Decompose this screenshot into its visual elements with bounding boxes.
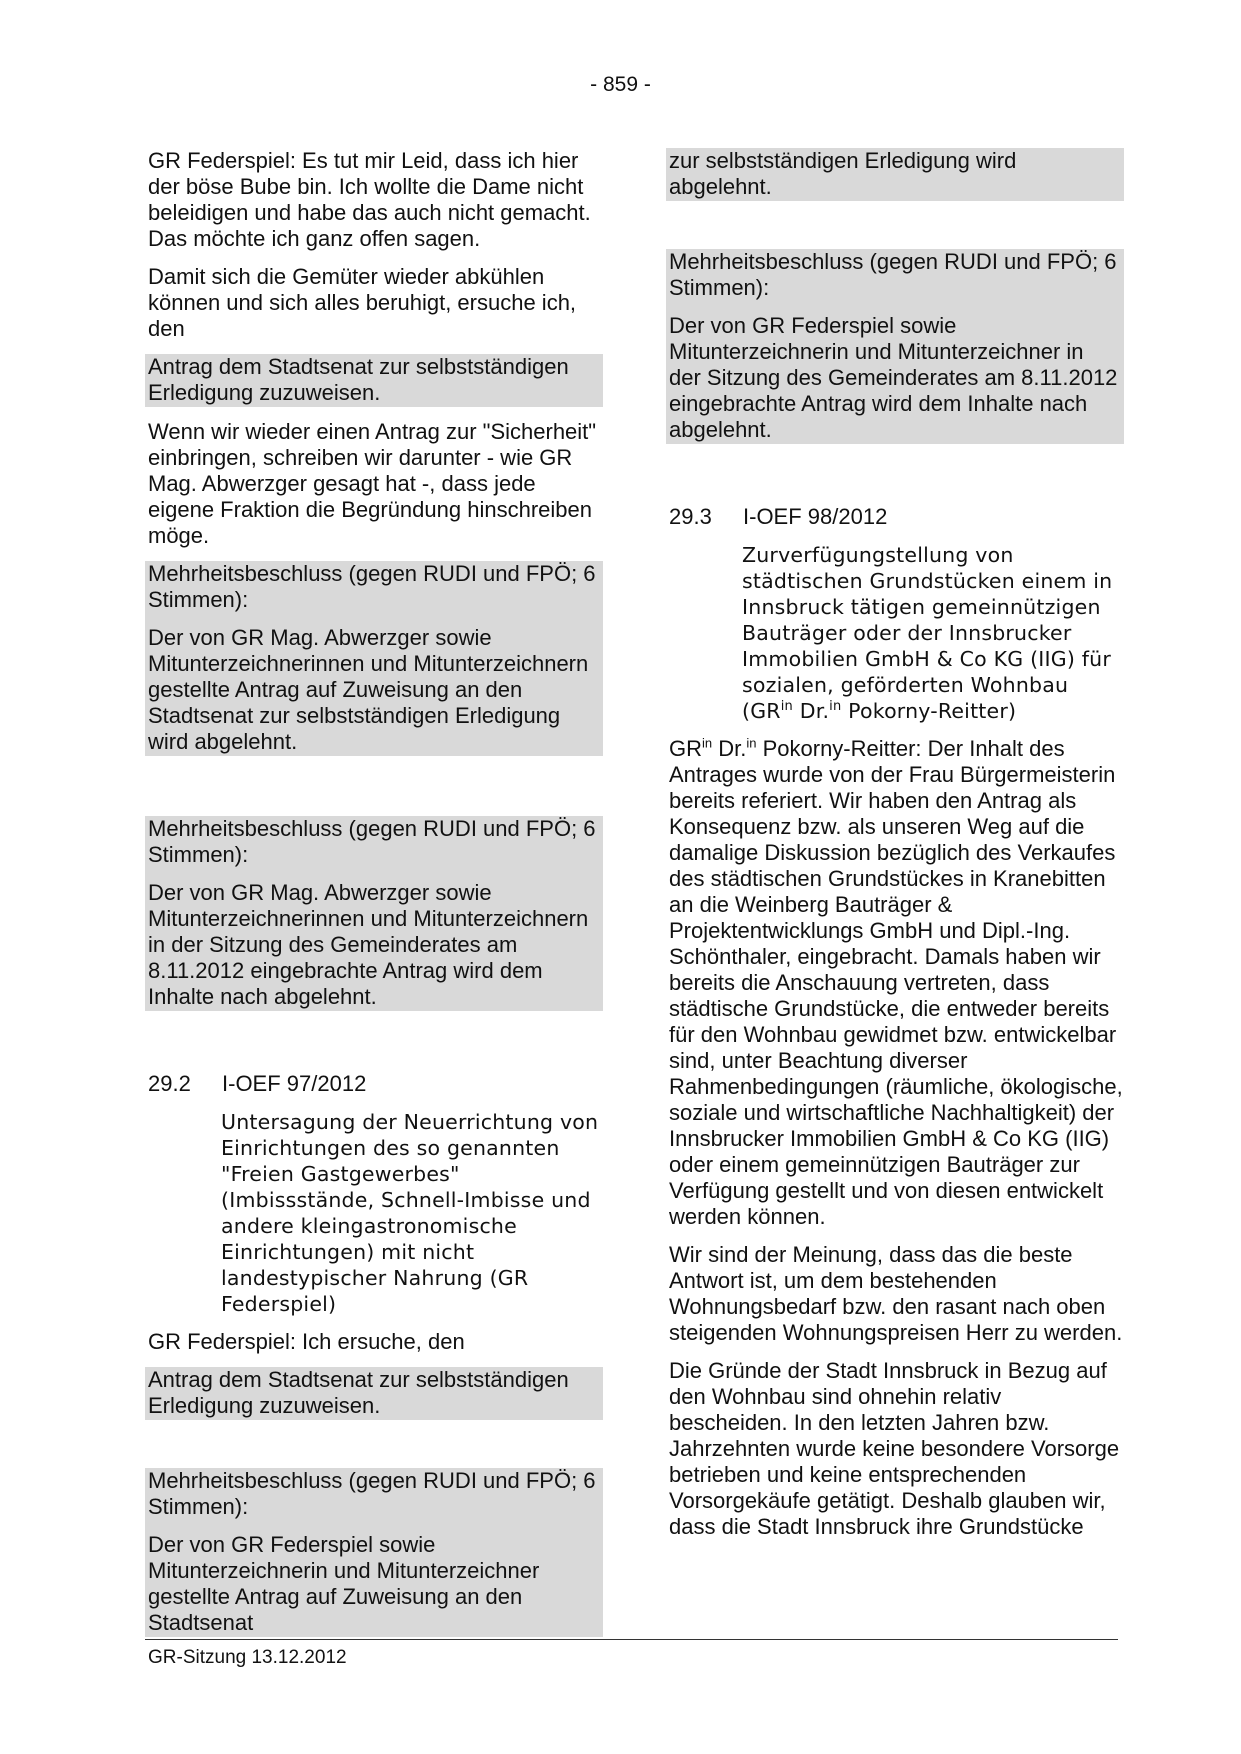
motion-text: Antrag dem Stadtsenat zur selbstständigen Erledigung zuzuweisen. (148, 1367, 569, 1418)
resolution-body: Der von GR Mag. Abwerzger sowie Mitunterzeichnerinnen und Mitunterzeichnern in der Sitzung des Gemeinderates am 8.11.2012 eingebrachte Antrag wird dem Inhalte nach abgelehnt. (148, 880, 589, 1009)
agenda-item-heading (148, 1071, 603, 1097)
paragraph: Damit sich die Gemüter wieder abkühlen können und sich alles beruhigt, ersuche ich, den (148, 264, 577, 341)
page-number: - 859 - (590, 73, 651, 96)
resolution-box (145, 816, 603, 1011)
agenda-item-number: 29.2 (148, 1071, 191, 1096)
resolution-body: Der von GR Mag. Abwerzger sowie Mitunterzeichnerinnen und Mitunterzeichnern gestellte Antrag auf Zuweisung an den Stadtsenat zur selbstständigen Erledigung wird abgelehnt. (148, 625, 589, 754)
paragraph: $GR^{in}$ Dr.$^{in}$ Pokorny-Reitter: Der Inhalt des Antrages wurde von der Frau Bürgermeisterin bereits referiert. Wir haben den Antrag als Konsequenz bzw. als unseren Weg auf die damalige Diskussion bezüglich des Verkaufes des städtischen Grundstückes in Kranebitten an die Weinberg Bauträger & Projektentwicklungs GmbH und Dipl.-Ing. Schönthaler, eingebracht. Damals haben wir bereits die Anschauung vertreten, dass städtische Grundstücke, die entweder bereits für den Wohnbau gewidmet bzw. entwickelbar sind, unter Beachtung diverser Rahmenbedingungen (räumliche, ökologische, soziale und wirtschaftliche Nachhaltigkeit) der Innsbrucker Immobilien GmbH & Co KG (IIG) oder einem gemeinnützigen Bauträger zur Verfügung gestellt und von diesen entwickelt werden können. (669, 735, 1123, 1229)
resolution-body: Der von GR Federspiel sowie Mitunterzeichnerin und Mitunterzeichner in der Sitzung des Gemeinderates am 8.11.2012 eingebrachte Antrag wird dem Inhalte nach abgelehnt. (669, 313, 1118, 442)
resolution-head: Mehrheitsbeschluss (gegen RUDI und FPÖ; 6 Stimmen): (148, 1468, 596, 1519)
resolution-box (145, 1468, 603, 1637)
agenda-item-title: Untersagung der Neuerrichtung von Einrichtungen des so genannten "Freien Gastgewerbes" (Imbissstände, Schnell-Imbisse und andere kleingastronomische Einrichtungen) mit nicht landestypischer Nahrung (GR Federspiel) (221, 1110, 599, 1316)
resolution-head: Mehrheitsbeschluss (gegen RUDI und FPÖ; 6 Stimmen): (669, 249, 1117, 300)
resolution-head: Mehrheitsbeschluss (gegen RUDI und FPÖ; 6 Stimmen): (148, 816, 596, 867)
paragraph: GR Federspiel: Ich ersuche, den (148, 1329, 465, 1354)
paragraph: GR Federspiel: Es tut mir Leid, dass ich hier der böse Bube bin. Ich wollte die Dame nicht beleidigen und habe das auch nicht gemacht. Das möchte ich ganz offen sagen. (148, 148, 591, 251)
agenda-item-heading (669, 504, 1124, 530)
footer-divider (145, 1639, 1118, 1640)
resolution-body: Der von GR Federspiel sowie Mitunterzeichnerin und Mitunterzeichner gestellte Antrag auf Zuweisung an den Stadtsenat (148, 1532, 540, 1635)
agenda-item-number: 29.3 (669, 504, 712, 529)
resolution-box (145, 561, 603, 756)
resolution-box (666, 249, 1124, 444)
agenda-item-code: I-OEF 98/2012 (743, 504, 888, 529)
paragraph: Wir sind der Meinung, dass das die beste Antwort ist, um dem bestehenden Wohnungsbedarf bzw. den rasant nach oben steigenden Wohnungspreisen Herr zu werden. (669, 1242, 1123, 1345)
resolution-body: zur selbstständigen Erledigung wird abgelehnt. (669, 148, 1017, 199)
resolution-head: Mehrheitsbeschluss (gegen RUDI und FPÖ; 6 Stimmen): (148, 561, 596, 612)
resolution-box-continued (666, 148, 1124, 201)
right-column (666, 148, 1124, 1552)
footer-text: GR-Sitzung 13.12.2012 (148, 1647, 347, 1668)
agenda-item-code: I-OEF 97/2012 (222, 1071, 367, 1096)
motion-text: Antrag dem Stadtsenat zur selbstständigen Erledigung zuzuweisen. (148, 354, 569, 405)
left-column (145, 148, 603, 1649)
highlighted-motion (145, 354, 603, 407)
paragraph: Wenn wir wieder einen Antrag zur "Sicherheit" einbringen, schreiben wir darunter - wie GR Mag. Abwerzger gesagt hat -, dass jede eigene Fraktion die Begründung hinschreiben möge. (148, 419, 597, 548)
highlighted-motion (145, 1367, 603, 1420)
paragraph: Die Gründe der Stadt Innsbruck in Bezug auf den Wohnbau sind ohnehin relativ bescheiden. In den letzten Jahren bzw. Jahrzehnten wurde keine besondere Vorsorge betrieben und keine entsprechenden Vorsorgekäufe getätigt. Deshalb glauben wir, dass die Stadt Innsbruck ihre Grundstücke (669, 1358, 1120, 1539)
agenda-item-title: Zurverfügungstellung von städtischen Grundstücken einem in Innsbruck tätigen gemeinnützigen Bauträger oder der Innsbrucker Immobilien GmbH & Co KG (IIG) für sozialen, geförderten Wohnbau ($GR^{in}$ Dr.$^{in}$ Pokorny-Reitter) (742, 543, 1113, 723)
